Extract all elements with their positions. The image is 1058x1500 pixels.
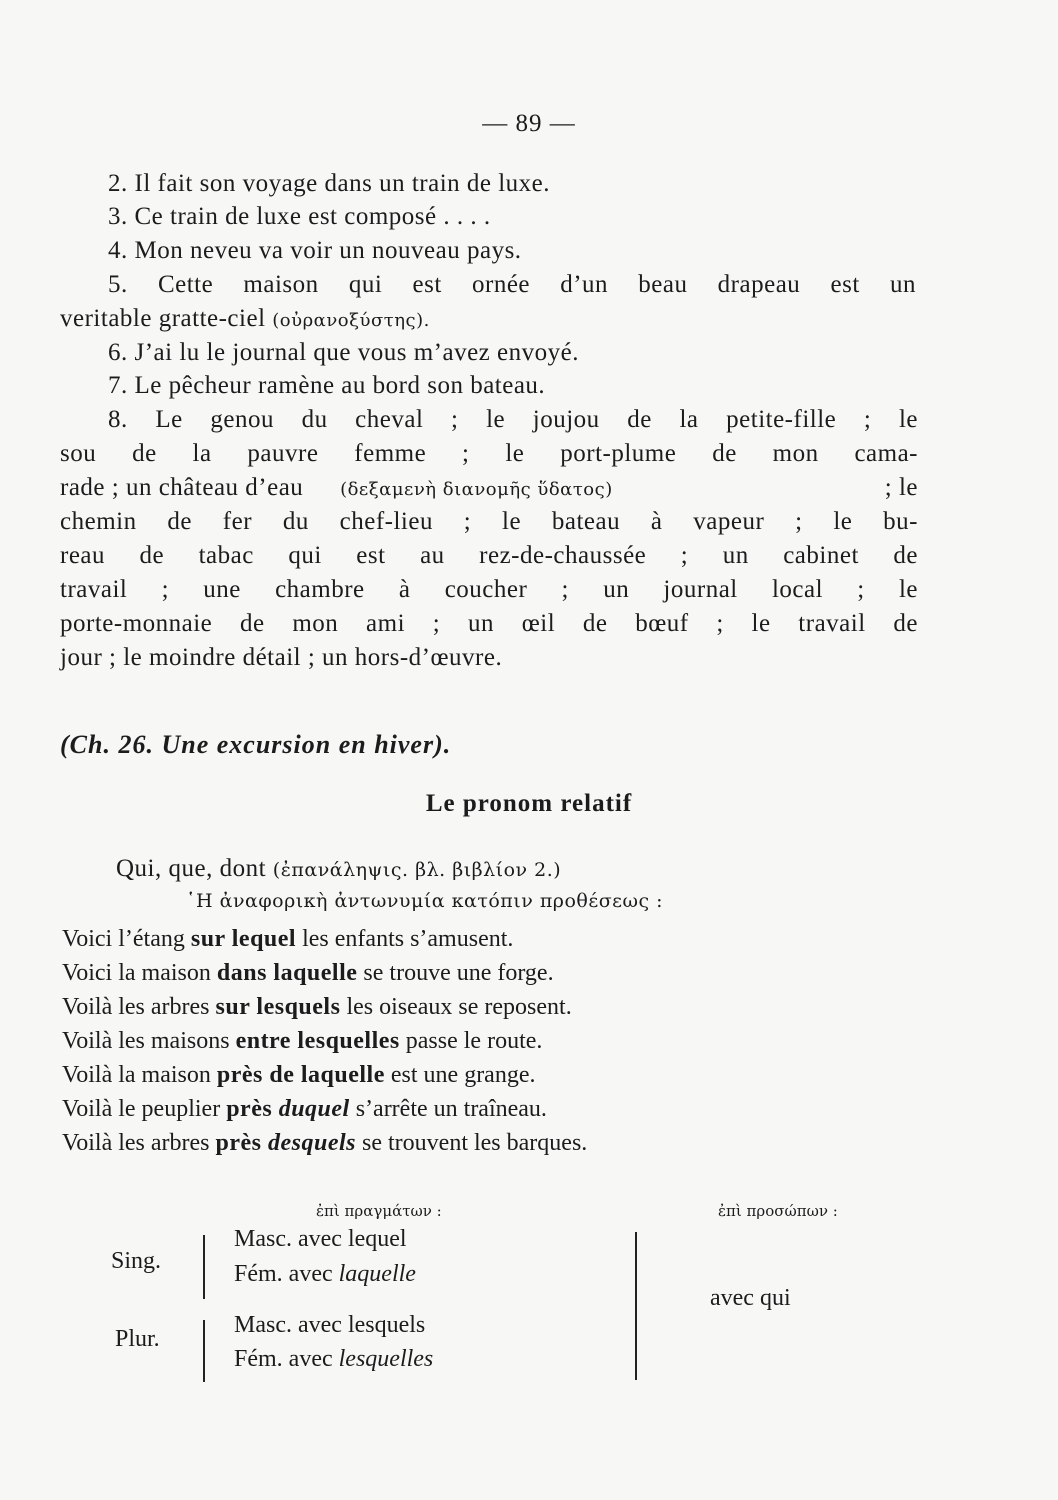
- example-sentence: Voilà les maisons entre lesquelles passe le route.: [62, 1028, 543, 1054]
- example-sentence: Voilà la maison près de laquelle est une grange.: [62, 1062, 536, 1088]
- intro-line: [116, 855, 561, 883]
- greek-gloss: (ἐπανάληψις. βλ. βιβλίον 2.): [272, 859, 562, 881]
- persons-label: ἐπὶ προσώπων :: [718, 1202, 838, 1220]
- singular-brace: [203, 1235, 205, 1299]
- text-line: 8. Le genou du cheval ; le joujou de la petite-fille ; le: [108, 406, 918, 433]
- chapter-heading: (Ch. 26. Une excursion en hiver).: [60, 730, 452, 759]
- sing-masc: Masc. avec lequel: [234, 1226, 407, 1252]
- greek-gloss: (δεξαμενὴ διανομῆς ὕδατος): [340, 479, 613, 500]
- sing-fem: Fém. avec laquelle: [234, 1261, 416, 1287]
- greek-gloss: (οὐρανοξύστης).: [272, 310, 430, 331]
- persons-form: avec qui: [710, 1285, 791, 1311]
- text-line: jour ; le moindre détail ; un hors-d’œuvre.: [60, 644, 503, 671]
- text-fragment: veritable gratte-ciel: [60, 305, 266, 332]
- text-line: 3. Ce train de luxe est composé . . . .: [108, 203, 491, 230]
- text-line: 7. Le pêcheur ramène au bord son bateau.: [108, 372, 546, 399]
- text-line: reau de tabac qui est au rez-de-chaussée ; un cabinet de: [60, 542, 918, 569]
- text-fragment: Qui, que, dont: [116, 855, 267, 882]
- text-line: 2. Il fait son voyage dans un train de luxe.: [108, 170, 551, 197]
- text-line: travail ; une chambre à coucher ; un journal local ; le: [60, 576, 918, 603]
- example-sentence: Voici la maison dans laquelle se trouve une forge.: [62, 960, 554, 986]
- plur-masc: Masc. avec lesquels: [234, 1312, 426, 1338]
- example-sentence: Voilà les arbres près desquels se trouvent les barques.: [62, 1130, 588, 1156]
- example-sentence: Voilà les arbres sur lesquels les oiseaux se reposent.: [62, 994, 572, 1020]
- table-divider: [635, 1232, 637, 1380]
- singular-label: Sing.: [111, 1248, 162, 1274]
- section-title: Le pronom relatif: [425, 790, 633, 817]
- text-line: porte-monnaie de mon ami ; un œil de bœuf ; le travail de: [60, 610, 918, 637]
- text-line: [60, 474, 918, 502]
- text-line: 4. Mon neveu va voir un nouveau pays.: [108, 237, 522, 264]
- plural-label: Plur.: [115, 1326, 160, 1352]
- text-line: chemin de fer du chef-lieu ; le bateau à vapeur ; le bu-: [60, 508, 918, 535]
- text-line: 5. Cette maison qui est ornée d’un beau drapeau est un: [108, 271, 916, 298]
- page-number: — 89 —: [482, 110, 576, 137]
- example-sentence: Voici l’étang sur lequel les enfants s’amusent.: [62, 926, 514, 952]
- text-line: sou de la pauvre femme ; le port-plume de mon cama-: [60, 440, 918, 467]
- example-sentence: Voilà le peuplier près duquel s’arrête un traîneau.: [62, 1096, 547, 1122]
- plur-fem: Fém. avec lesquelles: [234, 1346, 434, 1372]
- text-line: 6. J’ai lu le journal que vous m’avez envoyé.: [108, 339, 579, 366]
- text-fragment: ; le: [884, 474, 918, 501]
- text-line: [60, 305, 430, 333]
- things-label: ἐπὶ πραγμάτων :: [316, 1202, 442, 1220]
- plural-brace: [203, 1320, 205, 1382]
- greek-line: ῾Η ἀναφορικὴ ἀντωνυμία κατόπιν προθέσεως :: [186, 890, 664, 912]
- text-fragment: rade ; un château d’eau: [60, 474, 304, 501]
